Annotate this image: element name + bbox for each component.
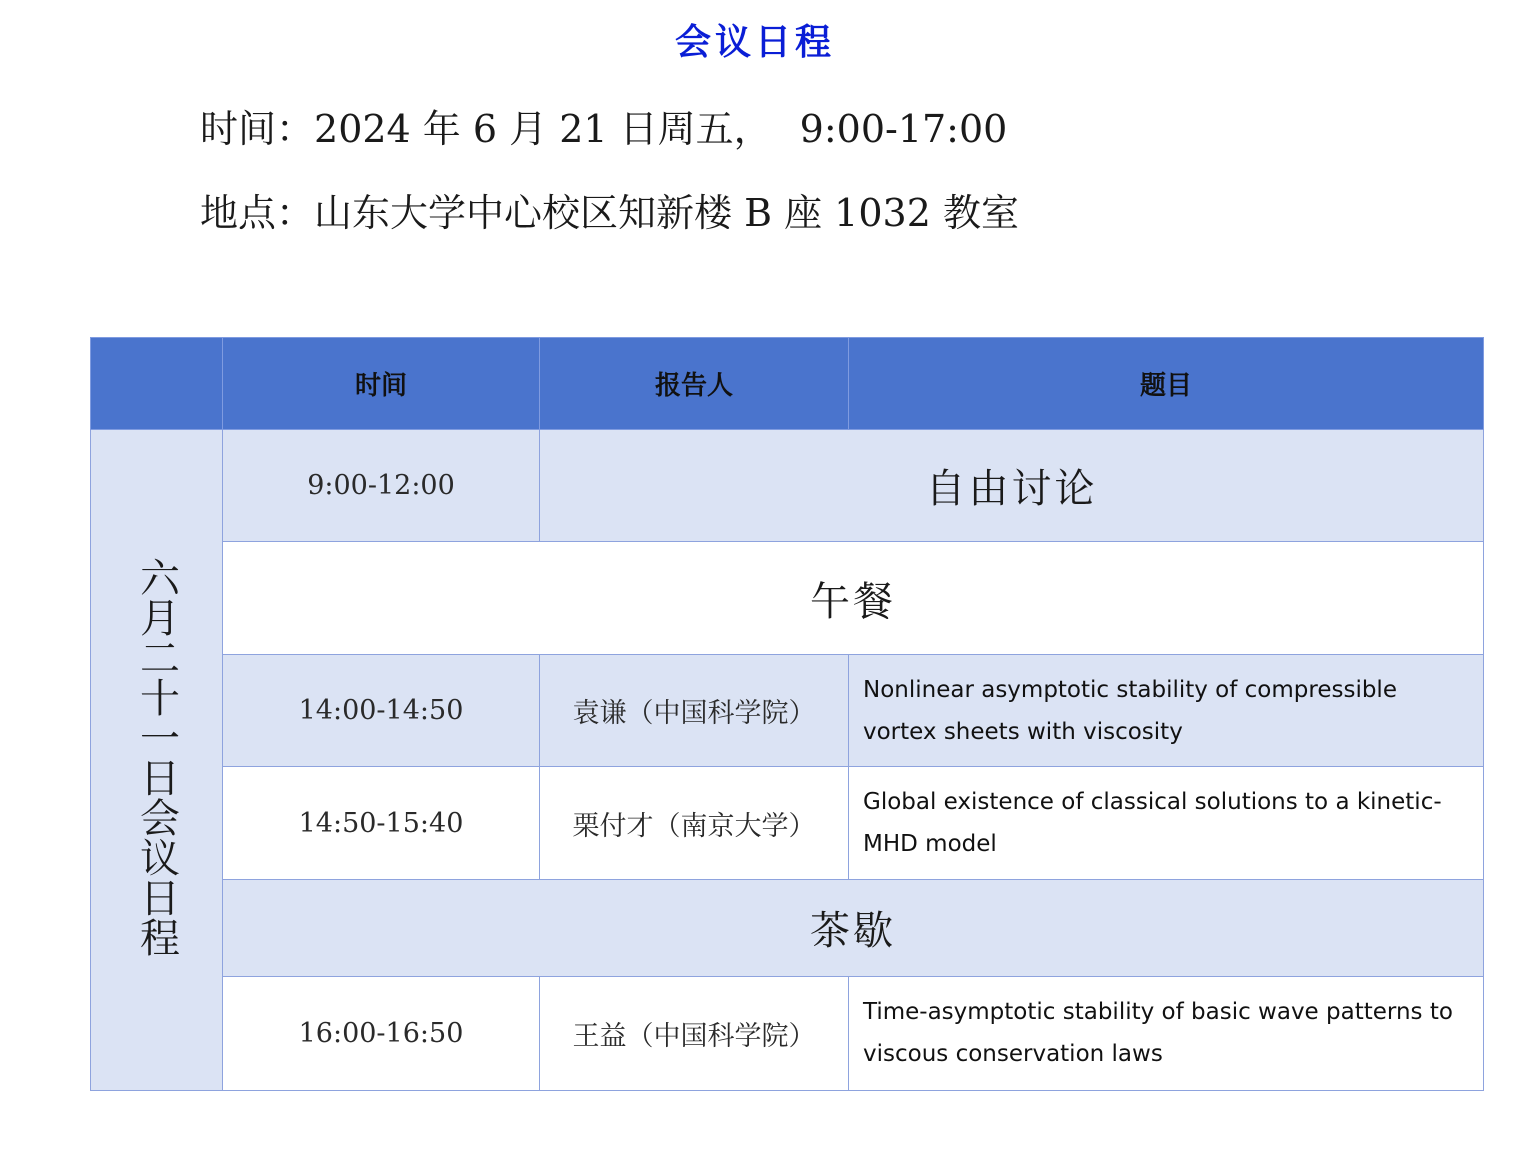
schedule-table [90, 337, 1484, 1091]
row-event: 自由讨论 [540, 430, 1484, 542]
row-time: 16:00-16:50 [223, 976, 540, 1090]
meeting-place-line [200, 189, 1019, 237]
time-label: 时间： [200, 107, 315, 151]
row-speaker: 王益（中国科学院） [540, 976, 849, 1090]
meeting-time-line [200, 105, 1007, 153]
meeting-place: 山东大学中心校区知新楼 B 座 1032 教室 [314, 191, 1019, 235]
place-label: 地点： [200, 191, 315, 235]
day-label: 六月二十一日会议日程 [133, 556, 180, 957]
header-time: 时间 [223, 338, 540, 430]
row-speaker: 栗付才（南京大学） [540, 767, 849, 879]
meeting-date: 2024 年 6 月 21 日周五， [314, 107, 772, 151]
row-speaker: 袁谦（中国科学院） [540, 655, 849, 767]
document-title: 会议日程 [674, 22, 835, 63]
row-event: 茶歇 [223, 879, 1484, 976]
table-row [91, 655, 1484, 767]
table-row [91, 879, 1484, 976]
row-topic: Time-asymptotic stability of basic wave patterns to viscous conservation laws [849, 976, 1484, 1090]
table-row [91, 542, 1484, 655]
row-time: 9:00-12:00 [223, 430, 540, 542]
table-header-row [91, 338, 1484, 430]
row-event: 午餐 [223, 542, 1484, 655]
row-topic: Global existence of classical solutions to a kinetic-MHD model [849, 767, 1484, 879]
meeting-hours: 9:00-17:00 [799, 107, 1008, 151]
header-day [91, 338, 223, 430]
table-row [91, 976, 1484, 1090]
row-time: 14:50-15:40 [223, 767, 540, 879]
day-label-cell [91, 430, 223, 1091]
row-time: 14:00-14:50 [223, 655, 540, 767]
table-row [91, 767, 1484, 879]
header-speaker: 报告人 [540, 338, 849, 430]
row-topic: Nonlinear asymptotic stability of compressible vortex sheets with viscosity [849, 655, 1484, 767]
table-row [91, 430, 1484, 542]
header-topic: 题目 [849, 338, 1484, 430]
